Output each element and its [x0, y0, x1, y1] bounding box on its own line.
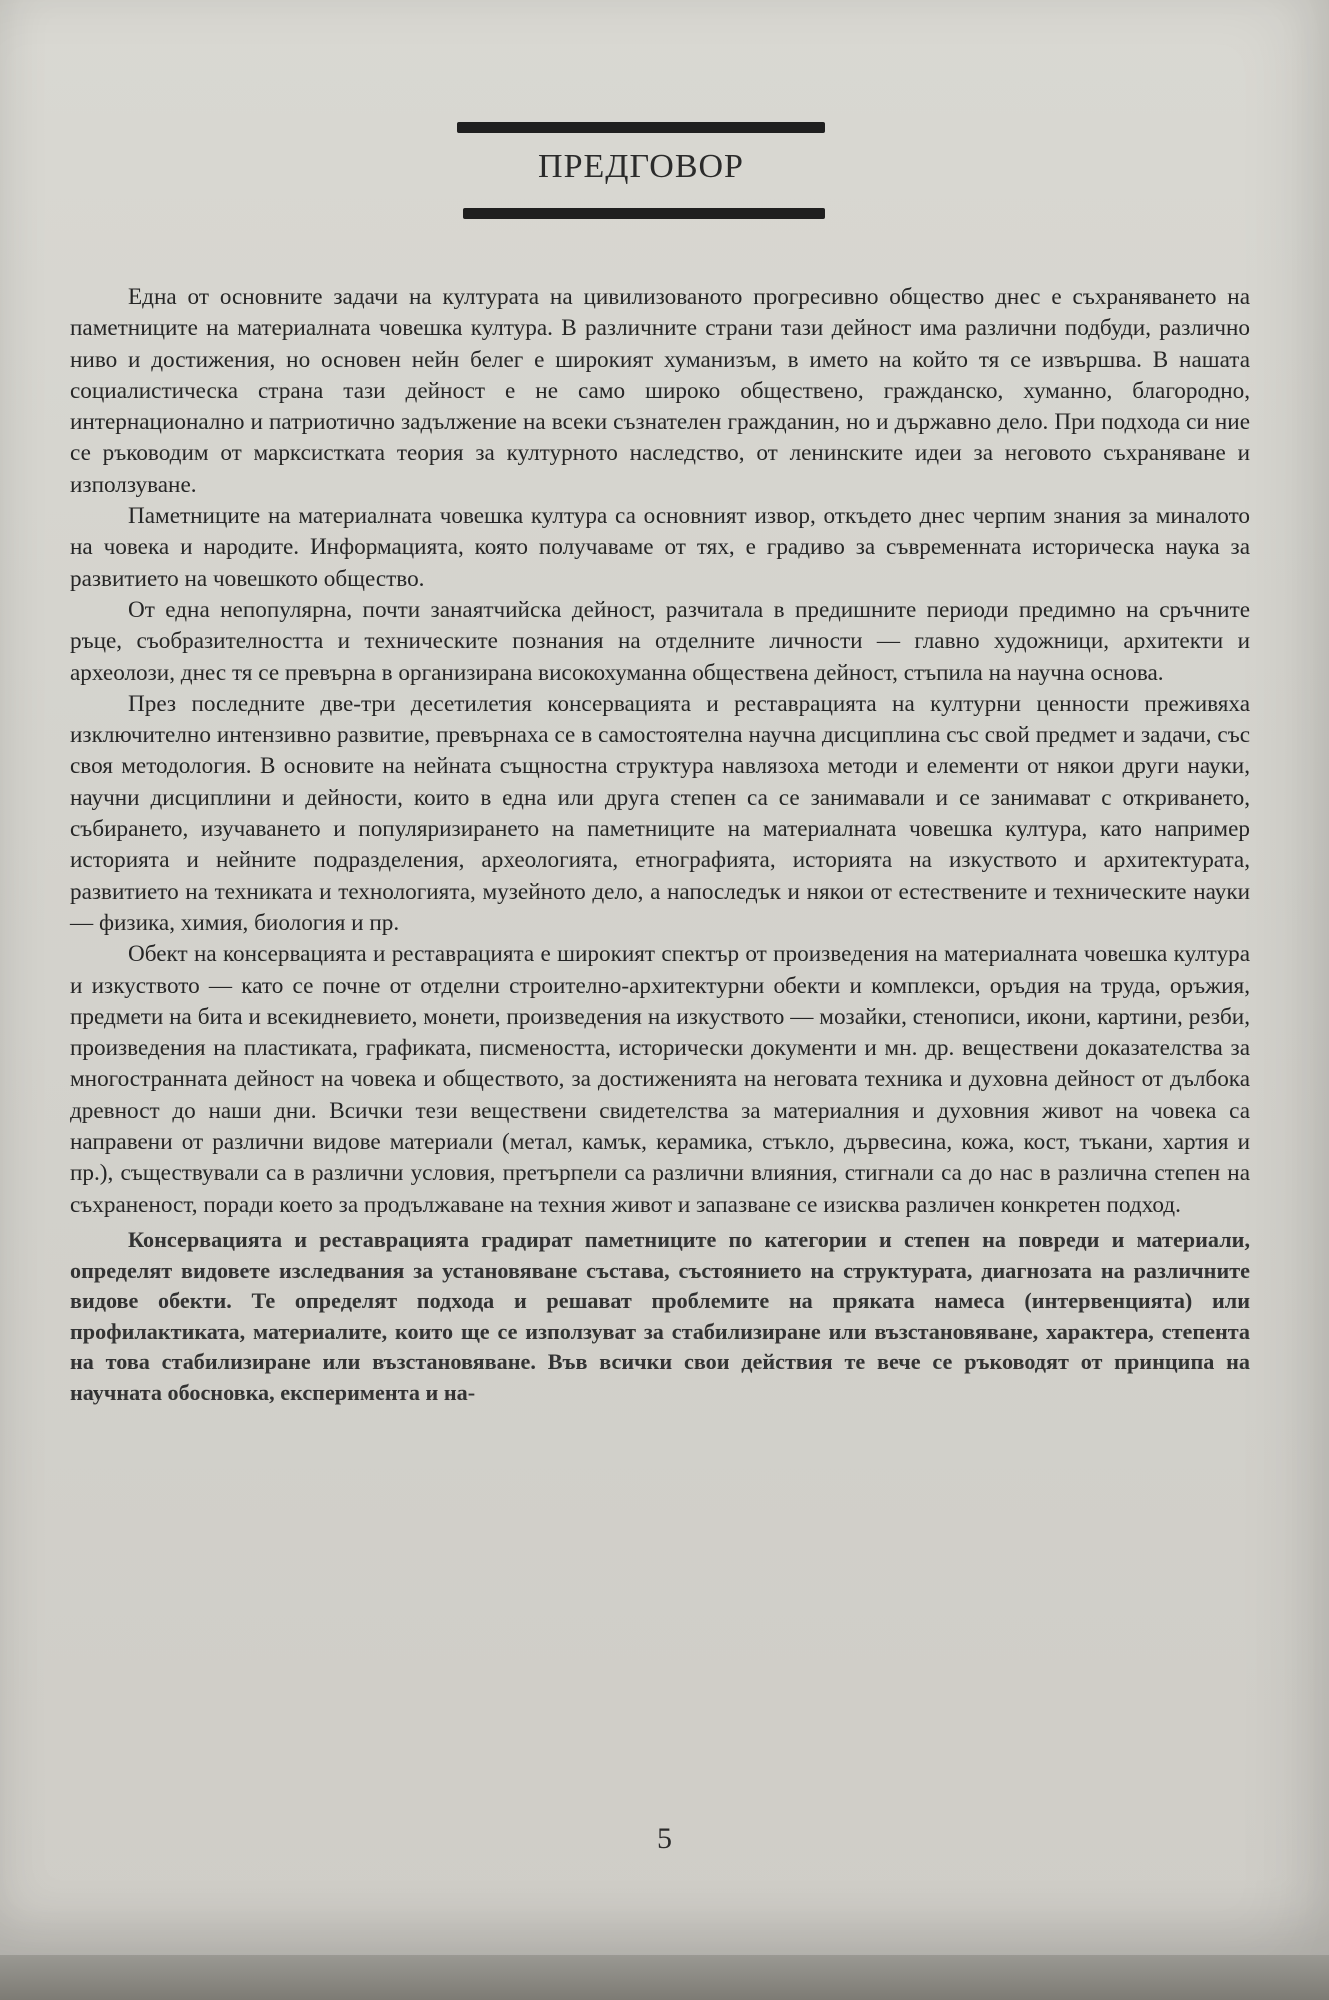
page-number: 5	[657, 1822, 672, 1855]
paragraph: От една непопулярна, почти занаятчийска дейност, разчитала в предишните периоди предимно на сръчните ръце, съобразителността и техническите познания на отделните личности — главно художници, архитекти и археолози, днес тя се превърна в организирана високохуманна обществена дейност, стъпила на научна основа.	[70, 596, 1250, 686]
page-edge	[0, 1955, 1329, 2000]
heading-rule-top	[457, 122, 825, 133]
paragraph: Една от основните задачи на културата на цивилизованото прогресивно общество днес е съхраняването на паметниците на материалната човешка култура. В различните страни тази дейност има различни подбуди, различно ниво и достижения, но основен нейн белег е широкият хуманизъм, в името на който тя се извършва. В нашата социалистическа страна тази дейност е не само широко обществено, гражданско, хуманно, благородно, интернационално и патриотично задължение на всеки съзнателен гражданин, но и държавно дело. При подхода си ние се ръководим от марксистката теория за културното наследство, от ленинските идеи за неговото съхраняване и използуване.	[70, 284, 1250, 498]
paragraph: Обект на консервацията и реставрацията е широкият спектър от произведения на материалната човешка култура и изкуството — като се почне от отделни строително-архитектурни обекти и комплекси, оръдия на труда, оръжия, предмети на бита и всекидневието, монети, произведения на изкуството — мозайки, стенописи, икони, картини, резби, произведения на пластиката, графиката, писмеността, исторически документи и мн. др. веществени доказателства за многостранната дейност на човека и обществото, за достиженията на неговата техника и духовна дейност от дълбока древност до наши дни. Всички тези веществени свидетелства за материалния и духовния живот на човека са направени от различни видове материали (метал, камък, керамика, стъкло, дървесина, кожа, кост, тъкани, хартия и пр.), съществували са в различни условия, претърпели са различни влияния, стигнали са до нас в различна степен на съхраненост, поради което за продължаване на техния живот и запазване се изисква различен конкретен подход.	[70, 941, 1250, 1218]
body-text	[70, 282, 1250, 1408]
page-heading: ПРЕДГОВОР	[538, 148, 744, 185]
paragraph: Консервацията и реставрацията градират паметниците по категории и степен на повреди и материали, определят видовете изследвания за установяване състава, състоянието на структурата, диагнозата на различните видове обекти. Те определят подхода и решават проблемите на пряката намеса (интервенцията) или профилактиката, материалите, които ще се използуват за стабилизиране или възстановяване, характера, степента на това стабилизиране или възстановяване. Във всички свои действия те вече се ръководят от принципа на научната обосновка, експеримента и на-	[70, 1226, 1250, 1405]
heading-block	[455, 118, 827, 226]
paragraph: Паметниците на материалната човешка култура са основният извор, откъдето днес черпим знания за миналото на човека и народите. Информацията, която получаваме от тях, е градиво за съвременната историческа наука за развитието на човешкото общество.	[70, 503, 1250, 592]
heading-rule-bottom	[463, 208, 825, 219]
paragraph: През последните две-три десетилетия консервацията и реставрацията на културни ценности преживяха изключително интензивно развитие, превърнаха се в самостоятелна научна дисциплина със свой предмет и задачи, със своя методология. В основите на нейната същностна структура навлязоха методи и елементи от някои други науки, научни дисциплини и дейности, които в една или друга степен са се занимавали и се занимават с откриването, събирането, изучаването и популяризирането на паметниците на материалната човешка култура, като например историята и нейните подразделения, археологията, етнографията, историята на изкуството и архитектурата, развитието на техниката и технологията, музейното дело, а напоследък и някои от естествените и техническите науки — физика, химия, биология и пр.	[70, 690, 1250, 936]
